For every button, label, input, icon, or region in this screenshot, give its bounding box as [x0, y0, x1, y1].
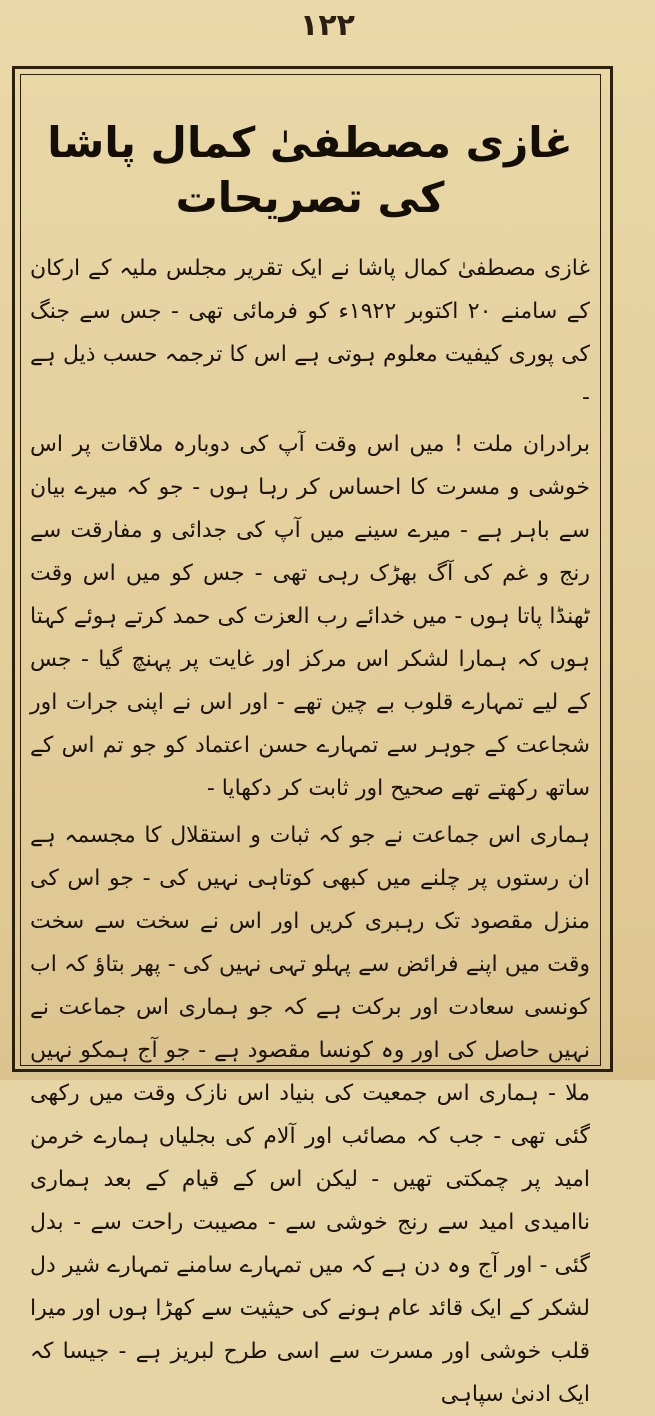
paragraph-intro: غازی مصطفیٰ کمال پاشا نے ایک تقریر مجلس ملیہ کے ارکان کے سامنے ۲۰ اکتوبر ۱۹۲۲ء کو فرمائی تھی - جس سے جنگ کی پوری کیفیت معلوم ہوتی ہے اس کا ترجمہ حسب ذیل ہے - — [30, 256, 590, 411]
paragraph-address: برادران ملت ! میں اس وقت آپ کی دوبارہ ملاقات پر اس خوشی و مسرت کا احساس کر رہا ہوں - جو کہ میرے بیان سے باہر ہے - میرے سینے میں آپ کی جدائی و مفارقت سے رنج و غم کی آگ بھڑک رہی تھی - جس کو میں اس وقت ٹھنڈا پاتا ہوں - میں خدائے رب العزت کی حمد کرتے ہوئے کہتا ہوں کہ ہمارا لشکر اس مرکز اور غایت پر پہنچ گیا - جس کے لیے تمہارے قلوب بے چین تھے - اور اس نے اپنی جرات اور شجاعت کے جوہر سے تمہارے حسن اعتماد کو جو تم اس کے ساتھ رکھتے تھے صحیح اور ثابت کر دکھایا - — [30, 432, 590, 802]
page-content — [29, 80, 590, 1408]
page-title: غازی مصطفیٰ کمال پاشا کی تصریحات — [47, 118, 573, 222]
paragraph-army: ہماری اس جماعت نے جو کہ ثبات و استقلال کا مجسمہ ہے ان رستوں پر چلنے میں کبھی کوتاہی نہیں کی - جو اس کی منزل مقصود تک رہبری کریں اور اس نے سخت سے سخت وقت میں اپنے فرائض سے پہلو تہی نہیں کی - پھر بتاؤ کہ اب کونسی سعادت اور برکت ہے کہ جو ہماری اس جماعت نے نہیں حاصل کی اور وہ کونسا مقصود ہے - جو آج ہمکو نہیں ملا - ہماری اس جمعیت کی بنیاد اس نازک وقت میں رکھی گئی تھی - جب کہ مصائب اور آلام کی بجلیاں ہمارے خرمن امید پر چمکتی تھیں - لیکن اس کے قیام کے بعد ہماری ناامیدی امید سے رنج خوشی سے - مصیبت راحت سے - بدل گئی - اور آج وہ دن ہے کہ میں تمہارے سامنے تمہارے شیر دل لشکر کے ایک قائد عام ہونے کی حیثیت سے کھڑا ہوں اور میرا قلب خوشی اور مسرت سے اسی طرح لبریز ہے - جیسا کہ ایک ادنیٰ سپاہی — [29, 823, 590, 1408]
page-number: ۱۲۲ — [300, 8, 355, 43]
